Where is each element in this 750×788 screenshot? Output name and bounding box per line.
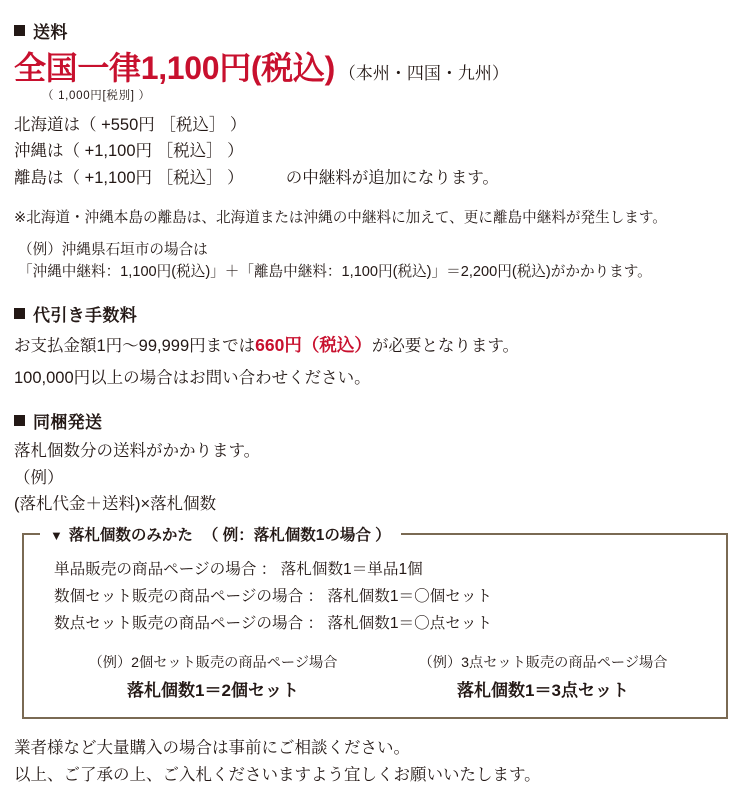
square-bullet-icon <box>14 25 25 36</box>
bundle-heading-label: 同梱発送 <box>33 413 103 433</box>
region-line-islands-row <box>14 165 736 192</box>
region-line-islands: 離島は（ +1,100円 ［税込］ ） <box>14 169 244 188</box>
list-item: 数点セット販売の商品ページの場合 ： 落札個数1＝〇点セット <box>54 615 493 633</box>
bundle-line-3: (落札代金＋送料)×落札個数 <box>14 495 217 514</box>
list-item: 単品販売の商品ページの場合 ： 落札個数1＝単品1個 <box>54 561 423 579</box>
cod-section-heading <box>14 301 736 326</box>
region-trailer-text: の中継料が追加になります。 <box>285 169 499 188</box>
region-line-hokkaido: 北海道は（ +550円 ［税込］ ） <box>14 115 247 134</box>
shipping-price-tax-excluded: （ 1,000円[税別] ） <box>42 89 151 102</box>
guide-item-list <box>42 557 708 637</box>
shipping-section-heading <box>14 18 736 43</box>
winning-count-guide-box <box>22 527 728 718</box>
cod-over-limit-line: 100,000円以上の場合はお問い合わせください。 <box>14 368 371 387</box>
guide-example-2set <box>48 652 378 701</box>
bundle-section <box>14 408 736 517</box>
bundle-line-1: 落札個数分の送料がかかります。 <box>14 442 261 461</box>
shipping-note-asterisk: ※北海道・沖縄本島の離島は、北海道または沖縄の中継料に加えて、更に離島中継料が発生します。 <box>14 209 667 226</box>
shipping-heading-label: 送料 <box>33 23 68 42</box>
guide-example-2set-main: 落札個数1＝2個セット <box>127 680 299 700</box>
cod-fee-suffix: が必要となります。 <box>371 336 520 355</box>
footer-notes <box>14 735 736 788</box>
shipping-headline <box>14 52 736 86</box>
shipping-note-example <box>14 239 736 284</box>
footer-line-2: 以上、ご了承の上、ご入札くださいますよう宜しくお願いいたします。 <box>14 765 541 784</box>
square-bullet-icon <box>14 308 25 319</box>
guide-example-3set-main: 落札個数1＝3点セット <box>457 680 629 700</box>
bundle-line-2: （例） <box>14 468 64 487</box>
shipping-price-regions: （本州・四国・九州） <box>338 64 509 83</box>
triangle-down-icon: ▼ <box>50 528 63 544</box>
guide-title <box>40 523 401 545</box>
shipping-region-surcharges <box>14 112 736 192</box>
guide-example-3set <box>378 652 708 701</box>
shipping-note-example-line1: （例）沖縄県石垣市の場合は <box>18 241 208 258</box>
square-bullet-icon <box>14 415 25 426</box>
cod-fee-amount: 660円（税込） <box>255 334 372 355</box>
guide-example-2set-head: （例）2個セット販売の商品ページ場合 <box>88 654 338 671</box>
footer-line-1: 業者様など大量購入の場合は事前にご相談ください。 <box>14 738 410 757</box>
cod-fee-line <box>14 331 736 360</box>
guide-title-case: （ 例：落札個数1の場合 ） <box>202 527 391 545</box>
guide-examples <box>42 652 708 701</box>
shipping-price-main: 全国一律1,100円(税込) <box>14 50 335 86</box>
region-line-okinawa: 沖縄は（ +1,100円 ［税込］ ） <box>14 142 244 161</box>
cod-heading-label: 代引き手数料 <box>33 305 138 325</box>
bundle-section-heading <box>14 408 736 433</box>
guide-example-3set-head: （例）3点セット販売の商品ページ場合 <box>418 654 668 671</box>
list-item: 数個セット販売の商品ページの場合 ： 落札個数1＝〇個セット <box>54 588 493 606</box>
guide-title-label: 落札個数のみかた <box>68 527 193 545</box>
shipping-note-example-line2: 「沖縄中継料：1,100円(税込)」＋「離島中継料：1,100円(税込)」＝2,200円(税込)がかかります。 <box>18 264 652 281</box>
cod-section <box>14 301 736 391</box>
cod-fee-prefix: お支払金額1円〜99,999円までは <box>14 336 256 355</box>
